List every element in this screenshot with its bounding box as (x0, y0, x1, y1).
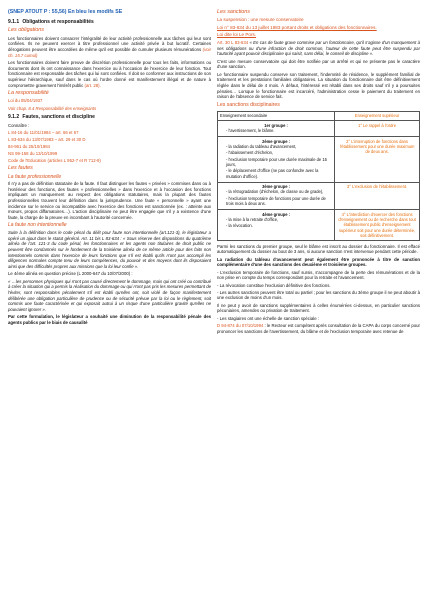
exclusion-text: - L'exclusion temporaire de fonctions, sauf sursis, s'accompagne de la perte des rémunérations et de la non prise en compte du temps correspondant pour la retraite et l'avancement. (217, 269, 420, 281)
faute-professionnelle-text: Il n'y a pas de définition statutaire de la faute. Il faut distinguer les fautes « privées » commises dans ou à l'extérieur des fonctions, des fautes « professionnelles » dans l'exercice et à l'occasion des fonctions impliquant un manquement au respect des obligations statutaires, mais la plupart des fautes professionnelles trouvent leur définition dans la jurisprudence. Une faute « personnelle » ayant une incidence sur le service ou incompatible avec l'exercice des fonctions est sanctionnée (ex. : atteinte aux mœurs, propos diffamatoires…). L'action disciplinaire ne peut être engagée que s'il y a existence d'une faute, la charge de la preuve en incombant à l'autorité concernée. (8, 181, 211, 221)
responsabilite-law: Loi du 05/04/1937 (8, 98, 43, 104)
no-extra-sanctions-text: Il ne peut y avoir de sanctions supplémentaires à celles énumérées ci-dessus, en particulier sanctions pécuniaires, amendes ou privation de traitement. (217, 302, 420, 314)
sanction-item: - la rétrogradation (d'échelon, de classe ou de grade), (226, 189, 324, 195)
obligations-text: Les fonctionnaires doivent consacrer l'intégralité de leur activité professionnelle aux tâches qui leur sont confiées. Ils ne peuvent exercer à titre professionnel une activité privée à but lucratif. Certaines dérogations peuvent être accordées de même qu'il est possible de cumuler plusieurs rémunérations (8, 35, 211, 52)
article-30-quote: « En cas de faute grave commise par un fonctionnaire, qu'il s'agisse d'un manquement à ses obligations ou d'une infraction de droit commun, l'auteur de cette faute peut être suspendu par l'autorité ayant pouvoir disciplinaire qui saisit, sans délai, le conseil de discipline ». (217, 40, 420, 57)
left-column (8, 9, 211, 336)
sanction-item: - la mise à la retraite d'office, (226, 216, 279, 222)
radiation-text: La radiation du tableau d'avancement peut également être prononcée à titre de sanction complémentaire d'une des sanctions des deuxième et troisième groupes. (217, 256, 420, 268)
right-column (217, 9, 420, 336)
connaitre-label: Connaître : (8, 122, 30, 128)
section-title: Fautes, sanctions et discipline (22, 114, 95, 121)
sanction-item: - l'exclusion temporaire pour une durée maximale de 15 jours, (226, 156, 327, 168)
header-subtitle: En bleu les modifs SE (67, 9, 123, 15)
sanction-item: - la révocation. (226, 223, 253, 229)
connaitre-item: NS 99-158 du 13/10/1999 (8, 150, 58, 156)
citation-text: « …les personnes physiques qui n'ont pas causé directement le dommage, mais qui ont créé ou contribué à créer la situation qui a permis la réalisation du dommage ou qui n'ont pas pris les mesures permettant de l'éviter, sont responsables pénalement s'il est établi qu'elles ont, soit violé de façon manifestement délibérée une obligation particulière de prudence ou de sécurité prévue par la loi ou le règlement, soit commis une faute caractérisée et qui exposait autrui à un risque d'une particulière gravité qu'elles ne pouvaient ignorer ». (8, 278, 211, 312)
section-heading-911 (8, 19, 211, 26)
stagiaires-text: - Les stagiaires ont une échelle de sanction spéciale : (217, 315, 319, 321)
connaitre-item: 84-961 du 25/10/1984 (8, 143, 51, 149)
sanction-item: - l'avertissement, le blâme. (226, 128, 275, 134)
loi-line-2: Loi dite loi Le Pors. (217, 32, 257, 38)
loi-line-1: Loi n° 83-634 du 13 juillet 1983 portant droits et obligations des fonctionnaires. (217, 24, 377, 30)
conclusion-text: Par cette formulation, le législateur a souhaité une diminution de la responsabilité pénale des agents publics par le biais de causalité (8, 314, 211, 325)
superieur-cell: 1° Le rappel à l'ordre (335, 121, 420, 137)
section-number: 9.1.2 (8, 114, 20, 121)
sanctions-heading: Les sanctions (217, 9, 250, 15)
connaitre-list (8, 123, 211, 164)
blame-text: Parmi les sanctions du premier groupe, seul le blâme est inscrit au dossier du fonctionnaire. Il est effacé automatiquement du dossier au bout de 3 ans, si aucune sanction n'est intervenue pendant cette période. (217, 243, 420, 255)
article-reference: (art. 28). (84, 82, 101, 88)
obligations-paragraph-2 (8, 60, 211, 88)
group-label: 2ème groupe : (262, 138, 291, 144)
responsabilite-heading: La responsabilité (8, 90, 49, 97)
group-label: 4ème groupe : (262, 211, 291, 217)
faute-non-intentionnelle-text: Suite à la définition dans le code pénal du délit pour faute non intentionnelle (art.121-3), le législateur a opéré un ajout dans le statut général. Art. 11 bis L 83-634 : « Sous réserve des dispositions du quatrième alinéa de l'art. 121-3 du code pénal, les fonctionnaires et les agents non titulaires de droit public ne peuvent être condamnés sur le fondement de la troisième alinéa de ce même article pour des faits non intentionnels commis dans l'exercice de leurs fonctions que s'il est établi qu'ils n'ont pas accompli les diligences normales compte tenu de leurs compétences, du pouvoir et des moyens dont ils disposaient ainsi que des difficultés propres aux missions que la loi leur confie ». (8, 230, 211, 270)
secondaire-cell (218, 209, 335, 240)
fautes-heading: Les fautes (8, 165, 33, 172)
column-header: Enseignement secondaire (218, 111, 335, 121)
document-header (8, 9, 211, 16)
superieur-cell: 3° L'exclusion de l'établissement. (335, 182, 420, 209)
sursis-text: - Les autres sanctions peuvent être total ou partiel ; pour les sanctions du 3ème groupe il ne peut aboutir à une exclusion de moins d'un mois. (217, 289, 420, 301)
sanction-item: - l'abaissement d'échelon, (226, 150, 274, 156)
obligations-paragraph-1 (8, 36, 211, 59)
secondaire-cell (218, 137, 335, 182)
table-row (218, 121, 420, 137)
faute-professionnelle-heading: La faute professionnelle (8, 173, 62, 180)
section-number: 9.1.1 (8, 18, 20, 25)
superieur-cell: 2° L'interruption de fonctions dans l'établissement pour une durée maximum de deux ans. (335, 137, 420, 182)
header-title: (SNEP ATOUT P : 55,56) (8, 9, 67, 15)
responsabilite-see-also: Voir chap. 8.4 Responsabilité des enseignants (8, 105, 97, 111)
mesure-conservatoire-text: C'est une mesure conservatoire qui doit être notifiée par un arrêté et qui ne présente pas le caractère d'une sanction. (217, 58, 420, 70)
sanction-item: - la radiation du tableau d'avancement, (226, 144, 297, 150)
secondaire-cell (218, 121, 335, 137)
faute-non-intentionnelle-heading: La faute non intentionnelle (8, 222, 67, 229)
obligations-text: Les fonctionnaires doivent faire preuve de discrétion professionnelle pour tous les faits, informations ou documents dont ils ont connaissance dans l'exercice ou à l'occasion de l'exercice de leur fonction. Tout fonctionnaire est responsable des tâches qui lui sont confiées. Il doit se conformer aux instructions de son supérieur hiérarchique, sauf dans le cas où l'ordre donné est manifestement illégal et de nature à compromettre gravement l'intérêt public (8, 59, 211, 88)
table-row (218, 209, 420, 240)
column-header: Enseignement supérieur (335, 111, 420, 121)
superieur-cell: 4° L'interdiction d'exercer des fonctions d'enseignement ou de recherche dans tout établissement public d'enseignement supérieur soit pour une durée déterminée, soit définitivement. (335, 209, 420, 240)
sanction-item: - l'exclusion temporaire de fonctions pour une durée de trois mois à deux ans. (226, 195, 326, 207)
section-title: Obligations et responsabilités (22, 18, 94, 25)
sanctions-table (217, 111, 420, 241)
sanctions-table-heading: Les sanctions disciplinaires (217, 102, 280, 108)
traitement-text: Le fonctionnaire suspendu conserve son traitement, l'indemnité de résidence, le supplément familial de traitement et les prestations familiales obligatoires. La situation du fonctionnaire doit être définitivement réglée dans le délai de 4 mois. À défaut, l'intéressé est rétabli dans ses droits sauf s'il y a poursuites pénales… Lorsque le fonctionnaire est incarcéré, l'administration cesse le paiement du traitement en raison de l'absence de service fait. (217, 71, 420, 100)
connaitre-item: L 83-634 du 13/07/1983 – art. 29 et 30 D (8, 136, 86, 142)
article-30-reference: Art. 30 L 83-634 (217, 40, 249, 46)
section-heading-912 (8, 114, 211, 121)
table-row (218, 182, 420, 209)
table-row (218, 137, 420, 182)
quatrieme-alinea-text: Le 4ème alinéa en question précise (L 2000-647 du 10/07/2000) : (8, 271, 133, 277)
revocation-text: - La révocation constitue l'exclusion définitive des fonctions. (217, 282, 331, 288)
sanction-item: - le déplacement d'office (ne pas confondre avec la mutation d'office). (226, 168, 319, 179)
decret-text: : le Recteur est compétent après consultation de la CAPA du corps concerné pour prononcer les sanctions de l'avertissement, du blâme et de l'exclusion temporaire avec retenue de (217, 322, 420, 334)
article-30-paragraph (217, 40, 420, 57)
suspension-heading: La suspension : une mesure conservatoire (217, 17, 304, 23)
group-label: 1er groupe : (264, 122, 288, 128)
table-header-row (218, 111, 420, 121)
obligations-heading: Les obligations (8, 27, 44, 34)
group-label: 3ème groupe : (262, 184, 291, 190)
secondaire-cell (218, 182, 335, 209)
decret-reference: D 94-874 du 07/10/1994 (217, 322, 264, 328)
connaitre-item: L 84-16 du 11/01/1984 – art. 66 et 67 (8, 129, 79, 135)
cumul-reference: (voir ch. 15.7 cumul) (8, 46, 211, 58)
connaitre-item: Code de l'Education (articles L 952-7 et R 712-9) (8, 157, 101, 163)
decret-paragraph (217, 323, 420, 334)
